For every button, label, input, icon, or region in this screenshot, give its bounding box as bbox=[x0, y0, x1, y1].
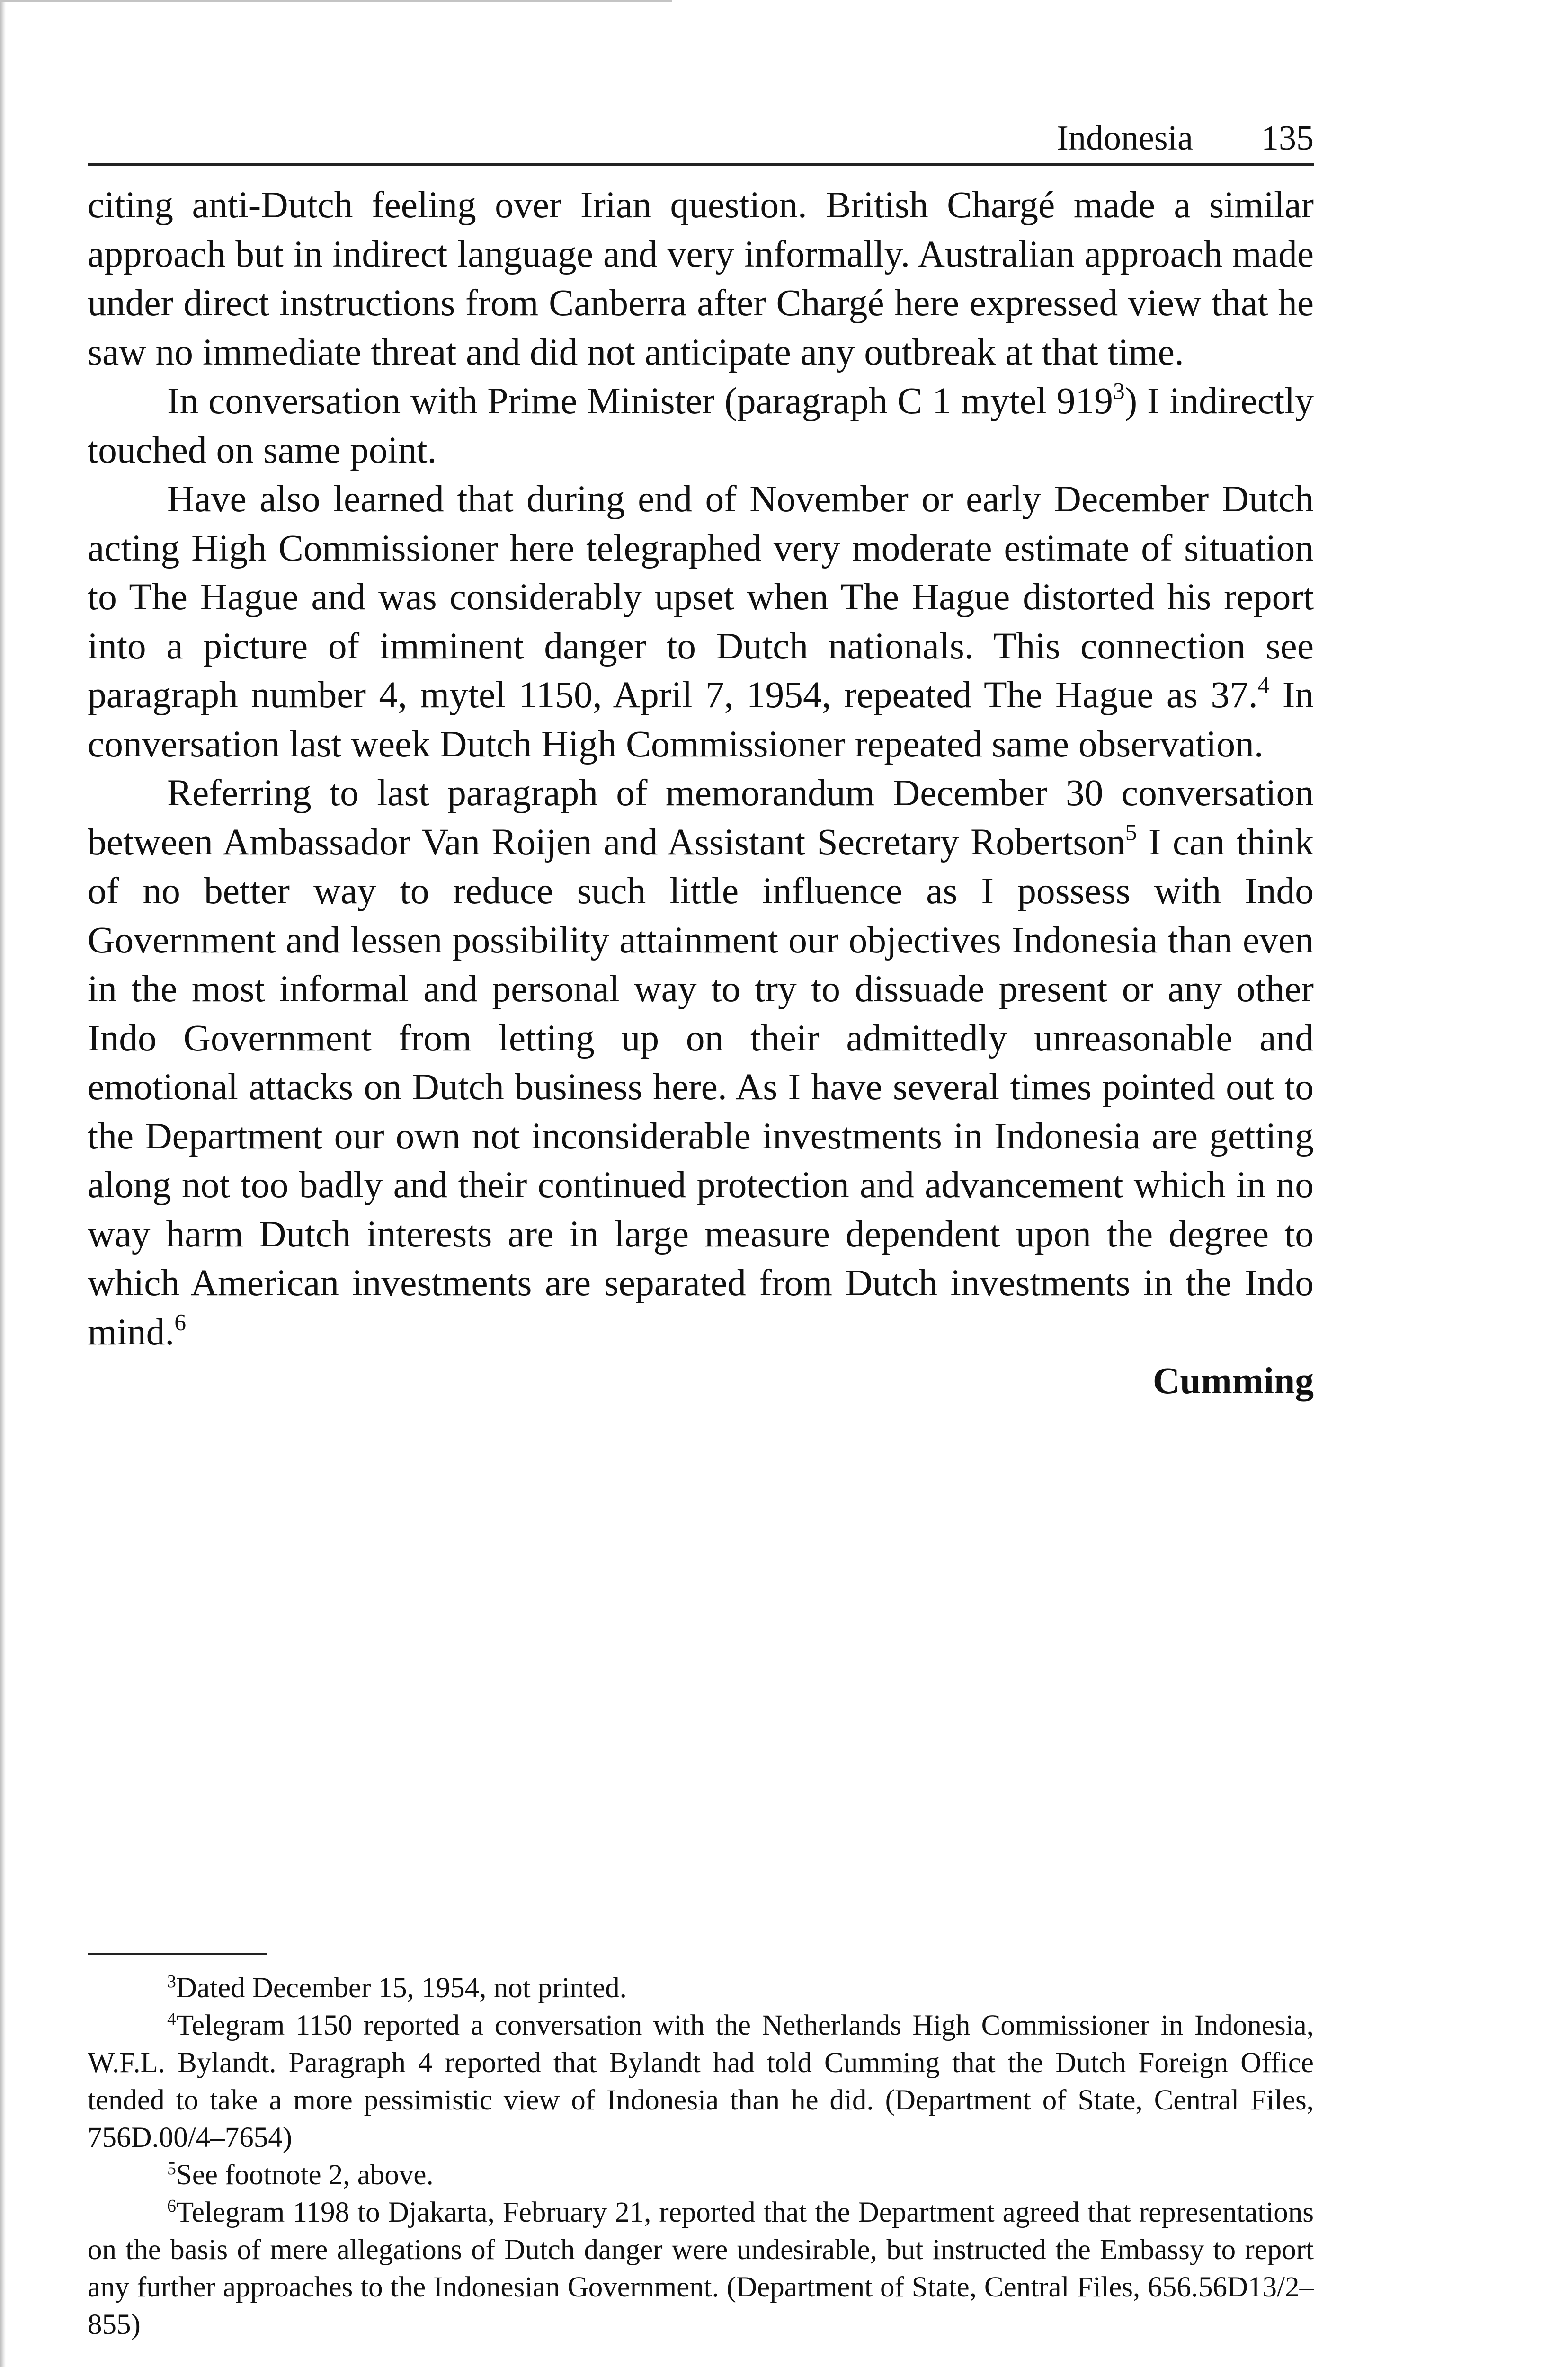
footnote-ref-3: 3 bbox=[1113, 378, 1125, 404]
running-head-title: Indonesia bbox=[1057, 119, 1193, 158]
footnote-ref-4: 4 bbox=[1257, 672, 1270, 698]
paragraph-text: ) I indirectly touched on same point. bbox=[88, 380, 1314, 471]
footnote-text: See footnote 2, above. bbox=[176, 2159, 434, 2191]
paragraph-text: In conversation last week Dutch High Commissioner repeated same observation. bbox=[88, 674, 1314, 765]
paragraph-1 bbox=[88, 181, 1314, 377]
paragraph-text: In conversation with Prime Minister (paragraph C 1 mytel 919 bbox=[167, 380, 1114, 422]
running-head bbox=[88, 111, 1314, 166]
telegram-body bbox=[88, 181, 1314, 1357]
paragraph-2 bbox=[88, 377, 1314, 475]
paragraph-text: Have also learned that during end of November or early December Dutch acting High Commissioner here telegraphed very moderate estimate of situation to The Hague and was considerably upset when The Hague distorted his report into a picture of imminent danger to Dutch nationals. This connection see paragraph number 4, mytel 1150, April 7, 1954, repeated The Hague as 37. bbox=[88, 478, 1314, 716]
page-number: 135 bbox=[1261, 119, 1314, 158]
footnote-ref-5: 5 bbox=[1125, 819, 1137, 845]
footnote-text: Dated December 15, 1954, not printed. bbox=[176, 1972, 627, 2004]
paragraph-text: citing anti-Dutch feeling over Irian question. British Chargé made a similar approach but in indirect language and very informally. Australian approach made under direct instructions from Canberra after Chargé here expressed view that he saw no immediate threat and did not anticipate any outbreak at that time. bbox=[88, 184, 1314, 373]
footnote-5 bbox=[88, 2156, 1314, 2194]
footnote-6 bbox=[88, 2194, 1314, 2343]
footnotes bbox=[88, 1969, 1314, 2343]
footnote-text: Telegram 1198 to Djakarta, February 21, reported that the Department agreed that representations on the basis of mere allegations of Dutch danger were undesirable, but instructed the Embassy to report any further approaches to the Indonesian Government. (Department of State, Central Files, 656.56D13/2–855) bbox=[88, 2197, 1314, 2340]
paragraph-text: I can think of no better way to reduce such little influence as I possess with Indo Government and lessen possibility attainment our objectives Indonesia than even in the most informal and personal way to try to dissuade present or any other Indo Government from letting up on their admittedly unreasonable and emotional attacks on Dutch business here. As I have several times pointed out to the Department our own not inconsiderable investments in Indonesia are getting along not too badly and their continued protection and advancement which in no way harm Dutch interests are in large measure dependent upon the degree to which American investments are separated from Dutch investments in the Indo mind. bbox=[88, 821, 1314, 1353]
paragraph-4 bbox=[88, 769, 1314, 1357]
footnote-mark: 5 bbox=[167, 2159, 176, 2179]
paragraph-text: Referring to last paragraph of memorandum December 30 conversation between Ambassador Van Roijen and Assistant Secretary Robertson bbox=[88, 772, 1314, 863]
footnote-divider bbox=[88, 1953, 267, 1955]
signature: Cumming bbox=[1152, 1360, 1314, 1402]
paragraph-3 bbox=[88, 475, 1314, 769]
scan-top-edge bbox=[0, 0, 672, 2]
footnote-3 bbox=[88, 1969, 1314, 2007]
scan-left-edge bbox=[0, 0, 6, 2367]
footnote-text: Telegram 1150 reported a conversation with the Netherlands High Commissioner in Indonesia, W.F.L. Bylandt. Paragraph 4 reported that Bylandt had told Cumming that the Dutch Foreign Office tended to take a more pessimistic view of Indonesia than he did. (Department of State, Central Files, 756D.00/4–7654) bbox=[88, 2010, 1314, 2153]
footnote-mark: 4 bbox=[167, 2009, 176, 2029]
book-page bbox=[88, 111, 1314, 2340]
footnote-mark: 3 bbox=[167, 1972, 176, 1992]
footnote-ref-6: 6 bbox=[174, 1308, 186, 1335]
footnote-mark: 6 bbox=[167, 2196, 176, 2216]
footnote-4 bbox=[88, 2007, 1314, 2156]
